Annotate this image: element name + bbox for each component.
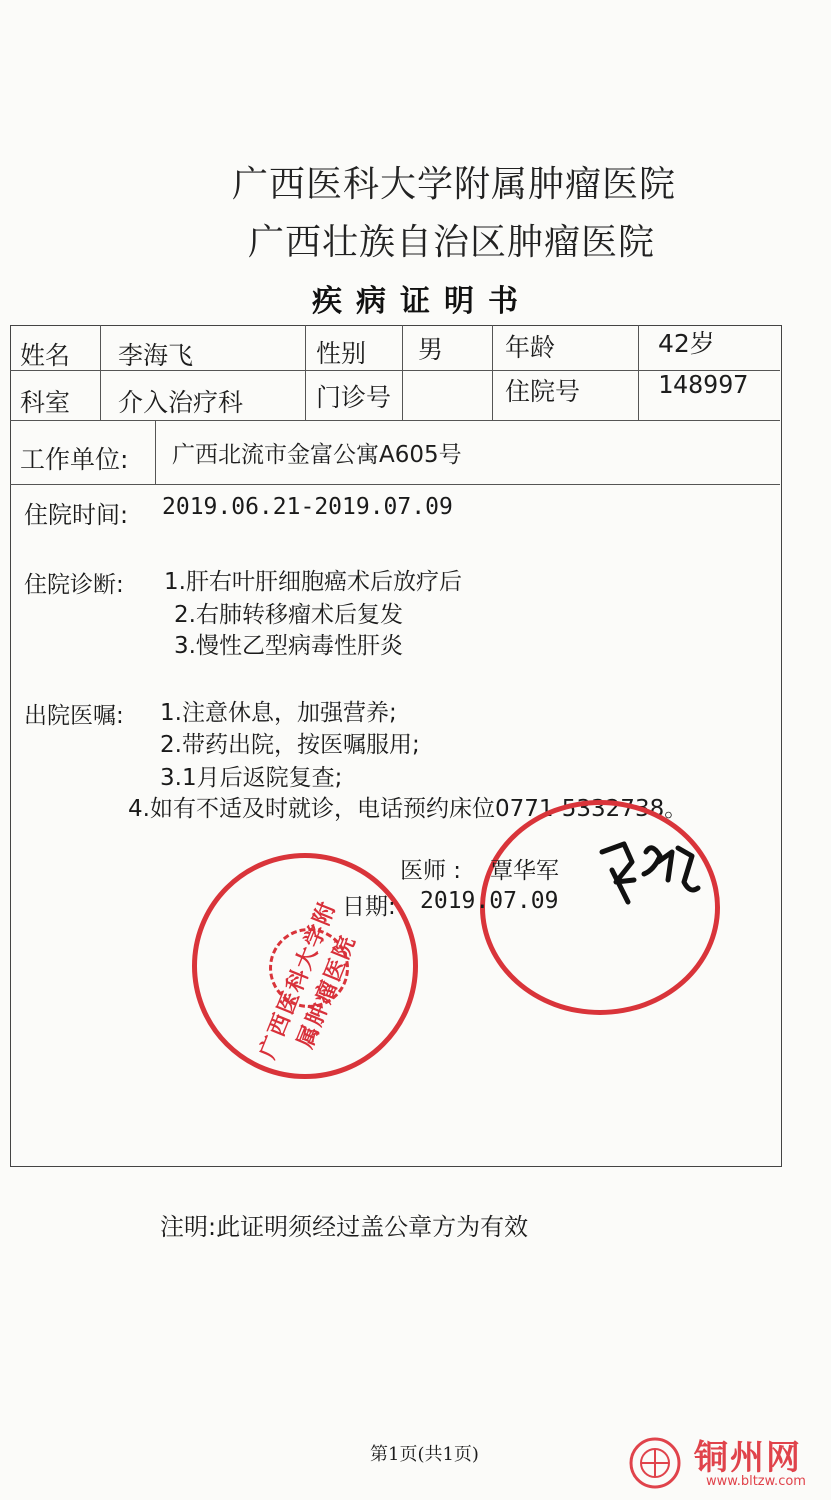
workplace-value: 广西北流市金富公寓A605号 bbox=[172, 442, 462, 468]
advice-item: 2.带药出院，按医嘱服用; bbox=[160, 732, 420, 758]
gender-value: 男 bbox=[418, 335, 444, 364]
age-value: 42岁 bbox=[658, 329, 715, 358]
validity-note: 注明:此证明须经过盖公章方为有效 bbox=[160, 1213, 529, 1241]
gender-label: 性别 bbox=[316, 339, 367, 368]
diagnosis-item: 1.肝右叶肝细胞癌术后放疗后 bbox=[164, 569, 462, 595]
hospital-seal bbox=[192, 853, 418, 1079]
doctor-name: 覃华军 bbox=[490, 858, 559, 884]
watermark-url: www.bltzw.com bbox=[706, 1474, 806, 1489]
date-label: 日期: bbox=[342, 894, 396, 920]
advice-label: 出院医嘱: bbox=[24, 703, 124, 729]
advice-item: 3.1月后返院复查; bbox=[160, 765, 343, 791]
table-divider bbox=[10, 484, 780, 485]
hospital-name-secondary: 广西壮族自治区肿瘤医院 bbox=[248, 222, 656, 263]
outpatient-label: 门诊号 bbox=[316, 383, 392, 412]
watermark-name: 铜州网 bbox=[694, 1438, 802, 1478]
period-label: 住院时间: bbox=[24, 501, 129, 529]
inpatient-label: 住院号 bbox=[505, 377, 581, 406]
advice-item: 1.注意休息，加强营养; bbox=[160, 700, 397, 726]
diagnosis-item: 3.慢性乙型病毒性肝炎 bbox=[174, 633, 403, 659]
seal-text: 广西医科大学附属肿瘤医院 bbox=[255, 897, 362, 1063]
table-divider bbox=[155, 420, 156, 484]
advice-item: 4.如有不适及时就诊，电话预约床位0771-5332738。 bbox=[128, 796, 688, 822]
department-label: 科室 bbox=[20, 388, 71, 417]
table-divider bbox=[492, 325, 493, 420]
diagnosis-item: 2.右肺转移瘤术后复发 bbox=[174, 602, 403, 628]
workplace-label: 工作单位: bbox=[20, 445, 129, 474]
handwritten-signature bbox=[594, 822, 704, 912]
age-label: 年龄 bbox=[505, 333, 556, 362]
name-label: 姓名 bbox=[20, 341, 71, 370]
inpatient-value: 148997 bbox=[658, 370, 749, 399]
table-divider bbox=[638, 325, 639, 420]
table-divider bbox=[402, 325, 403, 420]
table-divider bbox=[10, 420, 780, 421]
department-value: 介入治疗科 bbox=[118, 388, 244, 417]
watermark-logo-icon bbox=[628, 1436, 682, 1490]
date-value: 2019.07.09 bbox=[420, 888, 559, 914]
page-number: 第1页(共1页) bbox=[370, 1444, 479, 1465]
hospital-name-primary: 广西医科大学附属肿瘤医院 bbox=[232, 164, 677, 205]
table-divider bbox=[100, 325, 101, 420]
document-title: 疾病证明书 bbox=[312, 284, 532, 319]
diagnosis-label: 住院诊断: bbox=[24, 572, 124, 598]
table-divider bbox=[305, 325, 306, 420]
name-value: 李海飞 bbox=[118, 341, 194, 370]
doctor-label: 医师 : bbox=[400, 858, 462, 884]
period-value: 2019.06.21-2019.07.09 bbox=[162, 494, 453, 520]
